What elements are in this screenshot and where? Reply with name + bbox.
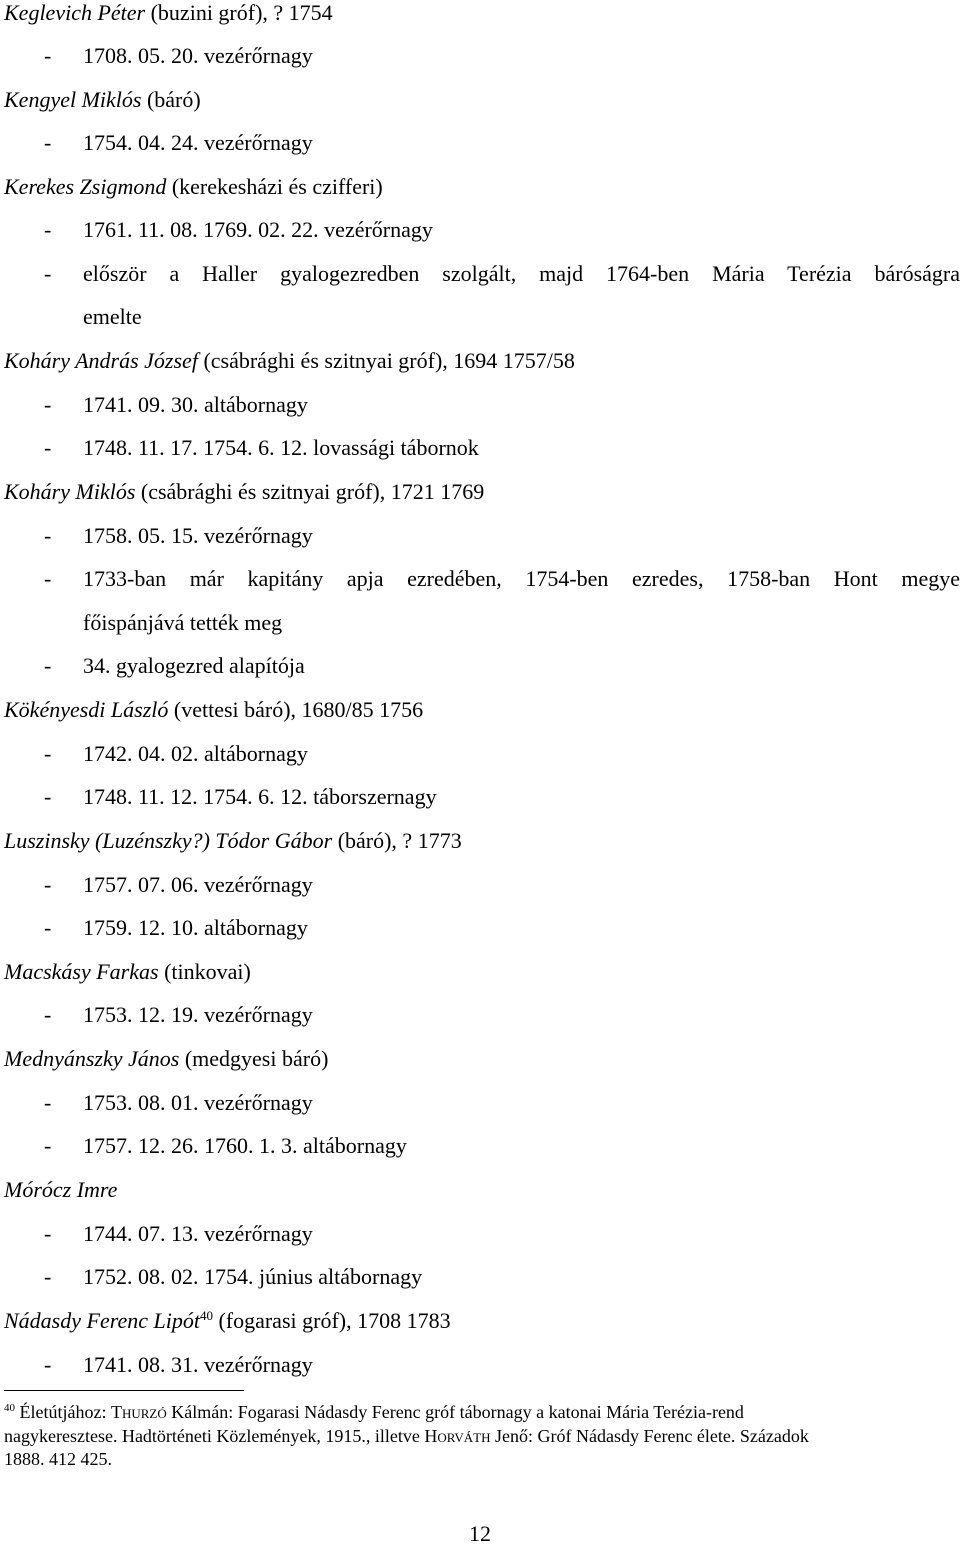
person-name: Koháry András József (4, 348, 198, 373)
entry-header (4, 174, 960, 200)
item-dash: - (44, 392, 52, 417)
entry-header (4, 87, 960, 113)
footnote-author: Thurzó (110, 1402, 167, 1422)
footnote-text: 1888. 412 425. (4, 1449, 112, 1469)
person-name: Macskásy Farkas (4, 959, 159, 984)
footnote-line (4, 1401, 944, 1424)
person-name: Mednyánszky János (4, 1046, 180, 1071)
entry-header (4, 479, 960, 505)
person-detail: (csábrághi és szitnyai gróf), 1694 1757/58 (197, 348, 575, 373)
person-name: Kengyel Miklós (4, 87, 142, 112)
footnote-line (4, 1425, 944, 1448)
item-text: 1752. 08. 02. 1754. június altábornagy (83, 1264, 423, 1289)
item-text: 34. gyalogezred alapítója (83, 653, 305, 678)
person-name: Kökényesdi László (4, 697, 169, 722)
person-name: Kerekes Zsigmond (4, 174, 167, 199)
item-text: 1733-ban már kapitány apja ezredében, 1754-ben ezredes, 1758-ban Hont megye (83, 566, 960, 591)
person-detail: (csábrághi és szitnyai gróf), 1721 1769 (135, 479, 485, 504)
footnote-text: Kálmán: Fogarasi Nádasdy Ferenc gróf tábornagy a katonai Mária Terézia-rend (166, 1402, 744, 1422)
item-text: 1748. 11. 17. 1754. 6. 12. lovassági tábornok (83, 435, 479, 460)
footnote-reference[interactable]: 40 (199, 1308, 213, 1323)
item-text-continuation: főispánjává tették meg (83, 610, 283, 635)
person-name: Keglevich Péter (4, 0, 146, 25)
item-dash: - (44, 566, 52, 591)
person-detail: (vettesi báró), 1680/85 1756 (168, 697, 424, 722)
person-name: Koháry Miklós (4, 479, 136, 504)
item-dash: - (44, 653, 52, 678)
item-dash: - (44, 1002, 52, 1027)
item-dash: - (44, 784, 52, 809)
item-dash: - (44, 1352, 52, 1377)
item-text: 1757. 12. 26. 1760. 1. 3. altábornagy (83, 1133, 407, 1158)
item-dash: - (44, 43, 52, 68)
item-dash: - (44, 1090, 52, 1115)
item-text: 1753. 12. 19. vezérőrnagy (83, 1002, 313, 1027)
item-dash: - (44, 435, 52, 460)
person-name: Luszinsky (Luzénszky?) Tódor Gábor (4, 828, 333, 853)
person-detail: (medgyesi báró) (179, 1046, 329, 1071)
item-dash: - (44, 1133, 52, 1158)
footnote-author: Horváth (424, 1426, 491, 1446)
item-text: 1761. 11. 08. 1769. 02. 22. vezérőrnagy (83, 217, 433, 242)
footnote-text: nagykeresztese. Hadtörténeti Közlemények, 1915., illetve (4, 1426, 425, 1446)
footnote-text: Életútjához: (15, 1402, 111, 1422)
item-text: 1744. 07. 13. vezérőrnagy (83, 1221, 313, 1246)
footnote-line (4, 1448, 944, 1471)
person-detail: (tinkovai) (158, 959, 251, 984)
entry-header (4, 1308, 960, 1334)
entry-header (4, 1177, 960, 1203)
footnote-mark: 40 (4, 1402, 15, 1414)
entry-header (4, 0, 960, 26)
person-detail: (kerekesházi és czifferi) (166, 174, 383, 199)
person-detail: (fogarasi gróf), 1708 1783 (212, 1308, 451, 1333)
person-detail: (buzini gróf), ? 1754 (145, 0, 333, 25)
item-dash: - (44, 872, 52, 897)
item-text: 1753. 08. 01. vezérőrnagy (83, 1090, 313, 1115)
entry-header (4, 828, 960, 854)
person-detail: (báró) (141, 87, 201, 112)
item-dash: - (44, 261, 52, 286)
page-number: 12 (469, 1521, 491, 1546)
item-text: 1741. 08. 31. vezérőrnagy (83, 1352, 313, 1377)
item-text: 1754. 04. 24. vezérőrnagy (83, 130, 313, 155)
item-text-continuation: emelte (83, 304, 142, 329)
person-detail: (báró), ? 1773 (332, 828, 462, 853)
item-dash: - (44, 523, 52, 548)
item-text: 1759. 12. 10. altábornagy (83, 915, 308, 940)
item-dash: - (44, 217, 52, 242)
item-text: először a Haller gyalogezredben szolgált, majd 1764-ben Mária Terézia báróságra (83, 261, 960, 286)
item-dash: - (44, 915, 52, 940)
person-name: Mórócz Imre (4, 1177, 118, 1202)
item-text: 1757. 07. 06. vezérőrnagy (83, 872, 313, 897)
item-text: 1741. 09. 30. altábornagy (83, 392, 308, 417)
item-dash: - (44, 130, 52, 155)
item-text: 1708. 05. 20. vezérőrnagy (83, 43, 313, 68)
item-text: 1758. 05. 15. vezérőrnagy (83, 523, 313, 548)
item-dash: - (44, 1221, 52, 1246)
entry-header (4, 697, 960, 723)
footnote-text: Jenő: Gróf Nádasdy Ferenc élete. Századok (490, 1426, 809, 1446)
item-dash: - (44, 1264, 52, 1289)
person-name: Nádasdy Ferenc Lipót (4, 1308, 200, 1333)
item-text: 1748. 11. 12. 1754. 6. 12. táborszernagy (83, 784, 437, 809)
entry-header (4, 348, 960, 374)
item-text: 1742. 04. 02. altábornagy (83, 741, 308, 766)
footnote-separator (4, 1390, 244, 1391)
entry-header (4, 959, 960, 985)
entry-header (4, 1046, 960, 1072)
item-dash: - (44, 741, 52, 766)
